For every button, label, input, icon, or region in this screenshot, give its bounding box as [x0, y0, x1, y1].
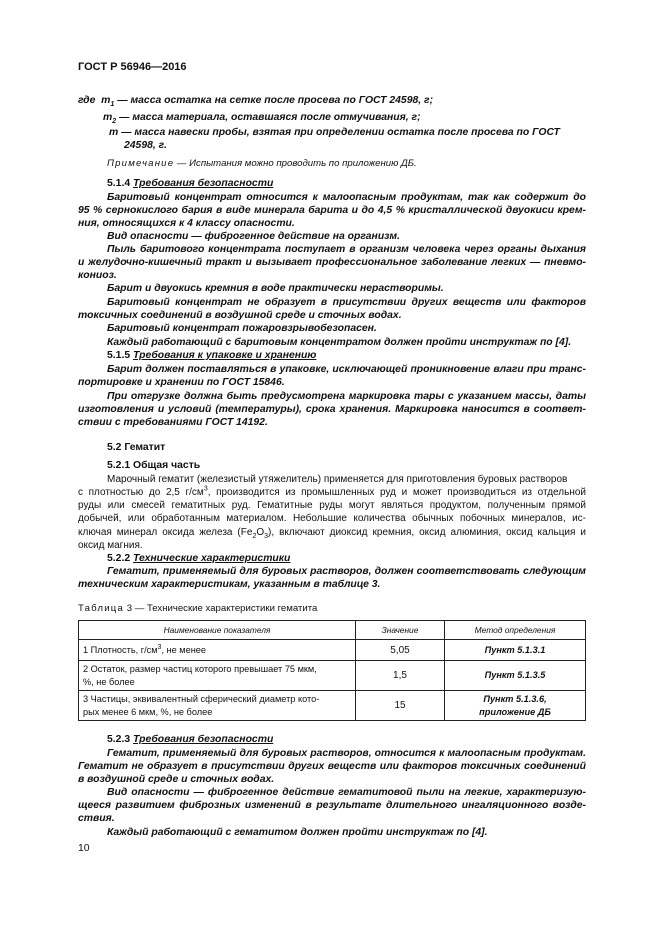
- table-caption: Таблица 3 — Технические характеристики гематита: [78, 603, 318, 614]
- table-cell-name: 3 Частицы, эквивалентный сферический диаметр кото- рых менее 6 мкм, %, не более: [79, 691, 356, 721]
- s523-line: в воздушной среде и сточных водах.: [78, 774, 275, 785]
- s523-line: ствия.: [78, 813, 115, 824]
- document-header: ГОСТ Р 56946—2016: [78, 61, 187, 73]
- s515-line: изготовления и условий (температуры), срока хранения. Маркировка наносится в соответ-: [78, 404, 586, 415]
- table-row: [79, 691, 586, 721]
- s522-line: Гематит, применяемый для буровых растворов, должен соответствовать следующим: [107, 566, 586, 577]
- s514-line: Баритовый концентрат не образует в присутствии других веществ или факторов: [107, 297, 586, 308]
- s521-line: руды или смесей гематитных руд. Гематитные руды могут являться продуктом, полученным прямой: [78, 500, 586, 511]
- s523-line: щееся развитием фиброзных изменений в результате длительного ингаляционного возде-: [78, 800, 586, 811]
- s514-line: кониоз.: [78, 270, 117, 281]
- table-header-cell: Метод определения: [445, 621, 586, 640]
- table-cell-method: Пункт 5.1.3.5: [445, 661, 586, 691]
- section-5-2-heading: 5.2 Гематит: [107, 442, 166, 453]
- s515-line: портировке и хранении по ГОСТ 15846.: [78, 377, 285, 388]
- table-cell-method: Пункт 5.1.3.1: [445, 640, 586, 661]
- s514-line: Барит и двуокись кремния в воде практически нерастворимы.: [107, 283, 444, 294]
- table-cell-name: 1 Плотность, $г/см^3$, не менее: [79, 640, 356, 661]
- section-5-2-3-heading: 5.2.3 Требования безопасности: [107, 734, 274, 745]
- section-5-2-1-heading: 5.2.1 Общая часть: [107, 460, 201, 471]
- where-line-2: $m_2$ — масса материала, оставшаяся после отмучивания, г;: [103, 112, 421, 126]
- table-header-cell: Наименование показателя: [79, 621, 356, 640]
- s523-line: Вид опасности — фиброгенное действие гематитовой пыли на легкие, характеризую-: [107, 787, 586, 798]
- where-line-3-cont: 24598, г.: [124, 140, 167, 151]
- s514-line: Каждый работающий с баритовым концентратом должен пройти инструктаж по [4].: [107, 337, 572, 348]
- table-cell-value: 1,5: [356, 661, 445, 691]
- table-cell-value: 15: [356, 691, 445, 721]
- table-row: [79, 661, 586, 691]
- note: Примечание — Испытания можно проводить по приложению ДБ.: [107, 158, 417, 169]
- s514-line: ния, относящихся к 4 классу опасности.: [78, 218, 295, 229]
- table-header-cell: Значение: [356, 621, 445, 640]
- s514-line: Вид опасности — фиброгенное действие на организм.: [107, 231, 400, 242]
- section-5-1-5-heading: 5.1.5 Требования к упаковке и хранению: [107, 350, 317, 361]
- s515-line: При отгрузке должна быть предусмотрена маркировка тары с указанием массы, даты: [107, 391, 586, 402]
- s521-line: Марочный гематит (железистый утяжелитель) применяется для приготовления буровых растворов: [107, 474, 568, 485]
- s522-line: техническим характеристикам, указанным в таблице 3.: [78, 579, 381, 590]
- table-cell-method: Пункт 5.1.3.6, приложение ДБ: [445, 691, 586, 721]
- s514-line: Баритовый концентрат пожаровзрывобезопасен.: [107, 323, 377, 334]
- s523-line: Каждый работающий с гематитом должен пройти инструктаж по [4].: [107, 827, 488, 838]
- s521-line: с плотностью до 2,5 $г/см^3$, производится из промышленных руд и может производиться из отдельной: [78, 485, 586, 498]
- where-line-1: где $m_1$ — масса остатка на сетке после просева по ГОСТ 24598, г;: [78, 95, 434, 109]
- section-5-1-4-heading: 5.1.4 Требования безопасности: [107, 178, 274, 189]
- s515-line: ствии с требованиями ГОСТ 14192.: [78, 417, 268, 428]
- table-header-row: [79, 621, 586, 640]
- s521-line: ключая минерал оксида железа $(Fe_2O_3)$, включают диоксид кремния, оксид алюминия, оксид кальция и: [78, 527, 586, 540]
- s514-line: токсичных соединений в воздушной среде и сточных водах.: [78, 310, 402, 321]
- table-3: [78, 620, 586, 721]
- s514-line: 95 % сернокислого бария в виде минерала барита и до 4,5 % кристаллической двуокиси крем-: [78, 205, 586, 216]
- s514-line: Пыль баритового концентрата поступает в организм человека через органы дыхания: [107, 244, 586, 255]
- table-cell-value: 5,05: [356, 640, 445, 661]
- s521-line: оксид магния.: [78, 540, 143, 551]
- where-line-3: m — масса навески пробы, взятая при определении остатка после просева по ГОСТ: [109, 127, 560, 138]
- table-row: [79, 640, 586, 661]
- page-number: 10: [78, 843, 90, 854]
- table-cell-name: 2 Остаток, размер частиц которого превышает 75 мкм, %, не более: [79, 661, 356, 691]
- s514-line: и желудочно-кишечный тракт и вызывает профессиональное заболевание легких — пневмо-: [78, 257, 586, 268]
- section-5-2-2-heading: 5.2.2 Технические характеристики: [107, 553, 291, 564]
- s523-line: Гематит не образует в присутствии других веществ или факторов токсичных соединений: [78, 761, 586, 772]
- s514-line: Баритовый концентрат относится к малоопасным продуктам, так как содержит до: [107, 192, 586, 203]
- s515-line: Барит должен поставляться в упаковке, исключающей проникновение влаги при транс-: [107, 364, 586, 375]
- s521-line: добычей, или обработанным материалом. Небольшие количества обычных побочных минералов, ис-: [78, 513, 586, 524]
- s523-line: Гематит, применяемый для буровых растворов, относится к малоопасным продуктам.: [107, 748, 586, 759]
